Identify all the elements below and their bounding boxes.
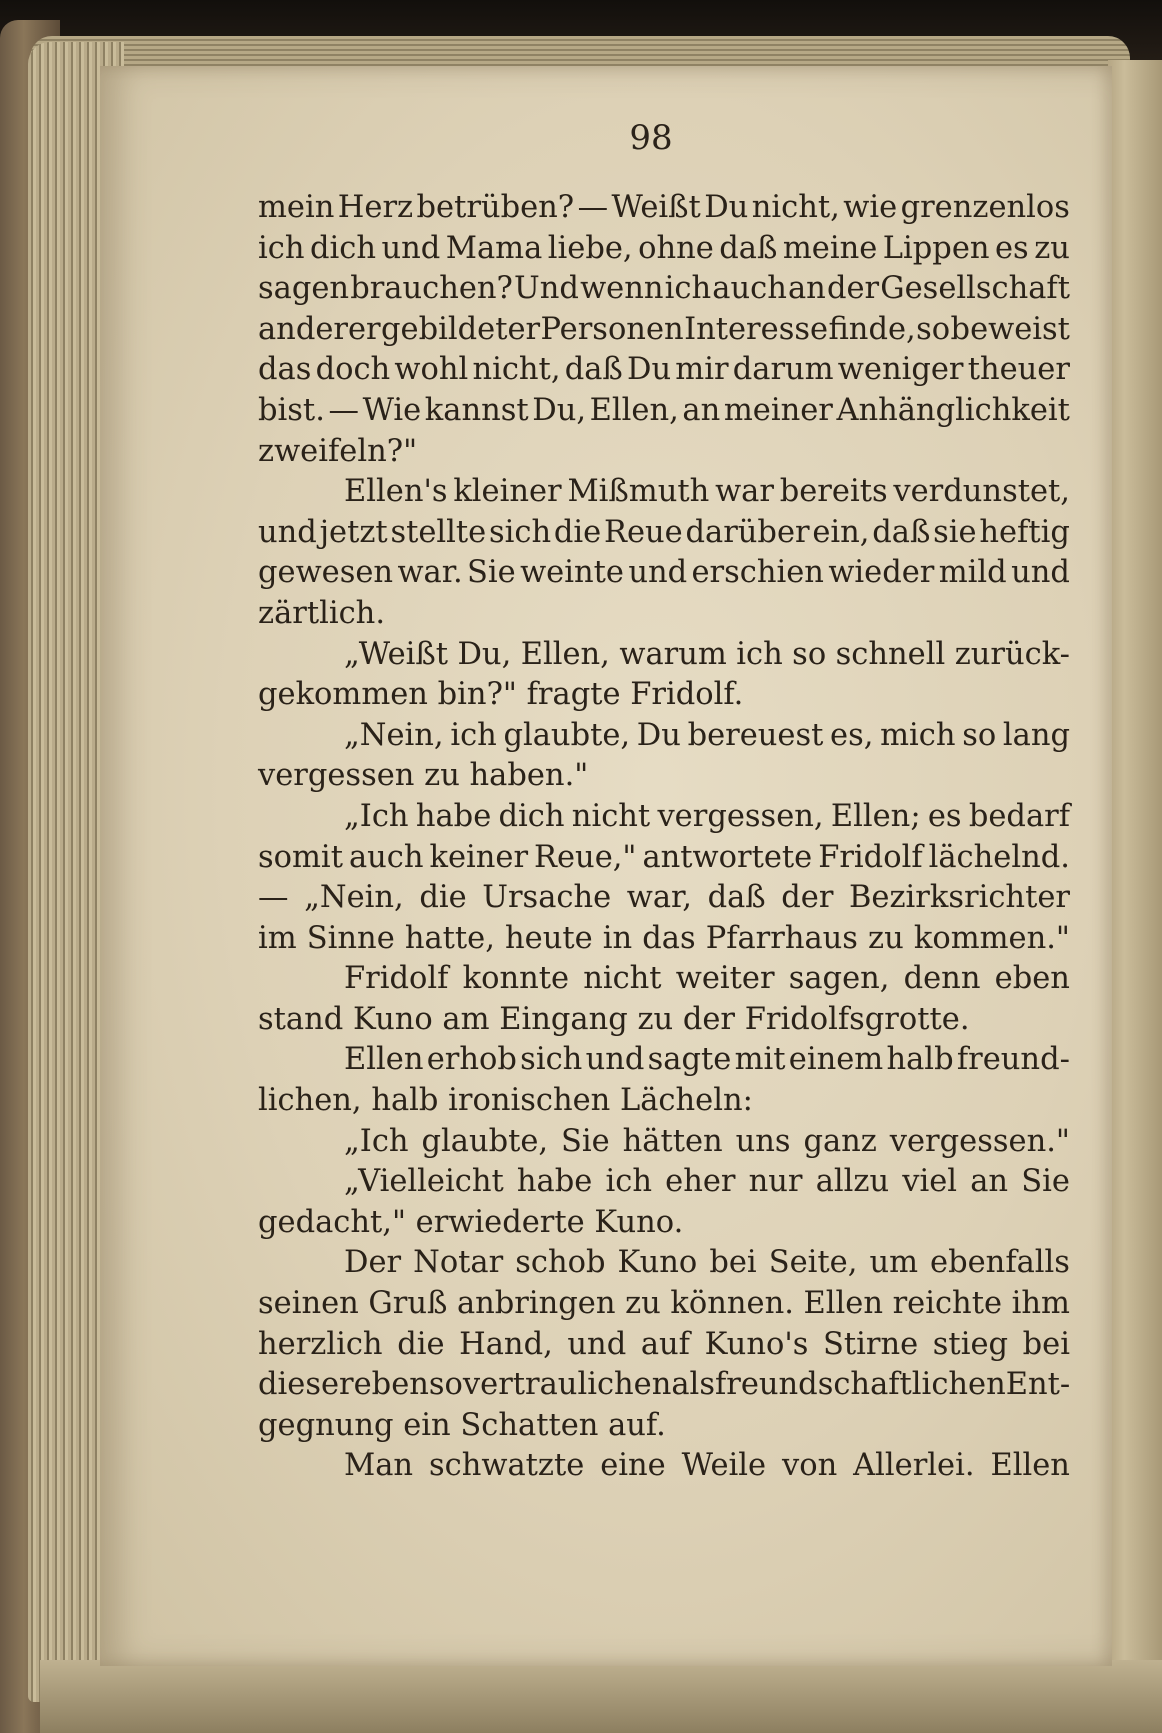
word: kommen." (913, 920, 1070, 956)
word: denn (903, 961, 981, 997)
word: freundschaftlichen (714, 1367, 1006, 1403)
word: nicht (583, 961, 662, 997)
word: Stirne (822, 1326, 919, 1362)
word: Sie (467, 555, 516, 591)
word: habe (516, 1164, 593, 1200)
word: Reue," (534, 839, 637, 875)
word: nicht, (472, 352, 561, 388)
word: ich (664, 271, 712, 307)
word: Allerlei. (853, 1448, 975, 1484)
word: Weißt (611, 190, 701, 225)
word: heute (505, 920, 593, 956)
word: Fridolf (818, 839, 923, 875)
word: gedacht," erwiederte Kuno. (258, 1204, 684, 1240)
word: und (585, 1042, 645, 1078)
word: daß (872, 514, 931, 550)
next-page-edge (1108, 60, 1162, 1733)
word: erschien (691, 555, 824, 591)
word: vergessen, (657, 798, 824, 834)
text-line (258, 919, 1070, 960)
word: und (628, 555, 688, 591)
word: Und (514, 271, 579, 307)
word: „Nein, (304, 880, 404, 916)
text-line (258, 310, 1070, 351)
word: doch (315, 352, 391, 388)
word: hätten (622, 1123, 723, 1159)
word: und (1011, 555, 1070, 591)
word: so (962, 717, 997, 753)
word: stand Kuno am Eingang zu der Fridolfsgrotte. (258, 1001, 970, 1037)
word: zu (868, 920, 904, 956)
word: Sie (561, 1123, 610, 1159)
word: herzlich (258, 1326, 383, 1362)
word: vergessen zu haben." (258, 758, 589, 794)
text-line (258, 391, 1070, 432)
word: daß (719, 230, 778, 266)
text-line (258, 797, 1070, 838)
word: ich (450, 717, 497, 753)
word: die (419, 880, 467, 916)
word: theuer (967, 352, 1070, 388)
text-line (258, 269, 1070, 310)
word: Kuno's (704, 1326, 809, 1362)
word: Sie (1021, 1164, 1070, 1200)
word: Ellen, (589, 392, 679, 428)
word: wohl (394, 352, 469, 388)
word: Ellen, (520, 636, 610, 672)
word: bist. (258, 392, 325, 428)
word: es (995, 230, 1029, 266)
word: Interesse (684, 311, 829, 347)
word: an (970, 1164, 1009, 1200)
word: sagen, (788, 961, 890, 997)
word: Ellen (344, 1042, 424, 1078)
word: gebildeter (381, 311, 541, 347)
word: eher (665, 1164, 736, 1200)
word: können. (670, 1286, 794, 1322)
word: eben (994, 961, 1070, 997)
word: weinte (520, 555, 624, 591)
text-line (258, 513, 1070, 554)
text-line (258, 756, 1070, 797)
word: seinen (258, 1286, 359, 1322)
word: wieder (828, 555, 935, 591)
word: Ursache (482, 880, 612, 916)
word: Gruß (368, 1286, 448, 1322)
word: so (916, 311, 951, 347)
word: von (781, 1448, 838, 1484)
text-line (258, 716, 1070, 757)
word: liebe, (547, 230, 633, 266)
word: viel (902, 1164, 958, 1200)
word: es (927, 798, 962, 834)
word: uns (735, 1123, 791, 1159)
text-line (258, 1040, 1070, 1081)
word: mein (258, 190, 335, 225)
word: kleiner (453, 474, 562, 510)
word: „Ich (344, 1123, 409, 1159)
word: zu (1034, 230, 1070, 266)
text-line (258, 594, 1070, 635)
word: darum (732, 352, 834, 388)
word: eine (600, 1448, 666, 1484)
word: an (787, 271, 826, 307)
text-line (258, 229, 1070, 270)
word: und (567, 1326, 627, 1362)
word: Notar (413, 1245, 504, 1281)
word: — (577, 190, 609, 225)
word: stieg (932, 1326, 1009, 1362)
word: das (258, 352, 312, 388)
text-line (258, 1406, 1070, 1447)
word: ohne (638, 230, 714, 266)
word: lichen, halb ironischen Lächeln: (258, 1083, 753, 1119)
word: anbringen (456, 1286, 616, 1322)
word: Du, (457, 636, 512, 672)
text-line (258, 1203, 1070, 1244)
word: Weile (681, 1448, 767, 1484)
word: ebenfalls (930, 1245, 1070, 1281)
word: „Ich (344, 798, 409, 834)
word: war (715, 474, 774, 510)
text-line (258, 838, 1070, 879)
word: ganz (803, 1123, 877, 1159)
word: als (671, 1367, 715, 1403)
word: in (602, 920, 633, 956)
word: zu (625, 1286, 661, 1322)
word: mich (880, 717, 956, 753)
text-line (258, 188, 1070, 229)
word: gegnung ein Schatten auf. (258, 1407, 666, 1443)
word: „Nein, (344, 717, 444, 753)
text-line (258, 1446, 1070, 1487)
word: Herz (337, 190, 414, 225)
word: antwortete (642, 839, 813, 875)
word: Du, (532, 392, 587, 428)
body-text (258, 188, 1070, 1487)
word: daß (707, 880, 766, 916)
word: mit (734, 1042, 786, 1078)
word: die (553, 514, 602, 550)
text-line (258, 878, 1070, 919)
word: war. (397, 555, 463, 591)
word: wenn (580, 271, 664, 307)
word: sagen (258, 271, 350, 307)
word: Sinne (306, 920, 395, 956)
word: Mißmuth (567, 474, 710, 510)
word: betrüben? (416, 190, 575, 225)
word: brauchen? (350, 271, 513, 307)
word: der (826, 271, 880, 307)
word: erhob (426, 1042, 517, 1078)
word: so (792, 636, 827, 672)
word: war, (626, 880, 692, 916)
word: halb (886, 1042, 954, 1078)
word: Ent- (1005, 1367, 1071, 1403)
word: ich (605, 1164, 652, 1200)
word: auch (348, 839, 424, 875)
word: bei (1022, 1326, 1070, 1362)
word: schob (515, 1245, 606, 1281)
word: und (258, 514, 317, 550)
word: Lippen (882, 230, 990, 266)
word: ein, (812, 514, 870, 550)
word: bei (709, 1245, 757, 1281)
word: anderer (258, 311, 381, 347)
word: verdunstet, (893, 474, 1070, 510)
word: und (381, 230, 441, 266)
word: hatte, (404, 920, 495, 956)
word: im (258, 920, 297, 956)
word: Fridolf (344, 961, 449, 997)
word: — (258, 880, 289, 916)
word: „Weißt (344, 636, 449, 672)
text-line (258, 1000, 1070, 1041)
word: auch (712, 271, 787, 307)
word: konnte (462, 961, 570, 997)
word: lächelnd. (928, 839, 1070, 875)
word: nur (748, 1164, 803, 1200)
word: ihm (1011, 1286, 1070, 1322)
word: das (642, 920, 696, 956)
word: Seite, (768, 1245, 858, 1281)
text-line (258, 675, 1070, 716)
word: auf (640, 1326, 690, 1362)
text-line (258, 1122, 1070, 1163)
word: gekommen bin?" fragte Fridolf. (258, 677, 744, 713)
word: Reue (604, 514, 683, 550)
word: der (781, 880, 834, 916)
word: zweifeln?" (258, 433, 418, 469)
word: Wie (362, 392, 422, 428)
word: Ellen (803, 1286, 883, 1322)
word: meiner (723, 392, 833, 428)
text-line (258, 959, 1070, 1000)
word: mild (938, 555, 1007, 591)
text-line (258, 1081, 1070, 1122)
word: sie (933, 514, 977, 550)
word: Hand, (459, 1326, 553, 1362)
word: Ellen (990, 1448, 1070, 1484)
word: sich (488, 514, 552, 550)
text-line (258, 553, 1070, 594)
word: bereuest (687, 717, 824, 753)
word: sagte (647, 1042, 732, 1078)
text-line (258, 472, 1070, 513)
text-line (258, 1365, 1070, 1406)
word: gewesen (258, 555, 394, 591)
word: ebenso (353, 1367, 463, 1403)
word: schwatzte (428, 1448, 585, 1484)
word: allzu (815, 1164, 890, 1200)
text-line (258, 432, 1070, 473)
word: die (397, 1326, 445, 1362)
page-stack-bottom-edge (40, 1660, 1162, 1733)
word: vertraulichen (462, 1367, 672, 1403)
word: Du (636, 717, 681, 753)
word: zärtlich. (258, 595, 386, 631)
word: Du (626, 352, 672, 388)
text-line (258, 1162, 1070, 1203)
word: Anhänglichkeit (836, 392, 1070, 428)
word: somit (258, 839, 343, 875)
word: ich (258, 230, 305, 266)
word: lang (1002, 717, 1070, 753)
page-number: 98 (629, 118, 673, 158)
word: jetzt (319, 514, 388, 550)
word: freund- (956, 1042, 1070, 1078)
word: dich (498, 798, 565, 834)
word: bereits (779, 474, 888, 510)
word: um (869, 1245, 919, 1281)
word: beweist (950, 311, 1070, 347)
word: kannst (424, 392, 529, 428)
word: bedarf (968, 798, 1070, 834)
word: dich (309, 230, 376, 266)
word: nicht (571, 798, 651, 834)
word: nicht, (751, 190, 840, 225)
word: vergessen." (889, 1123, 1070, 1159)
word: keiner (429, 839, 529, 875)
word: grenzenlos (900, 190, 1070, 225)
word: habe (415, 798, 492, 834)
word: einem (788, 1042, 884, 1078)
word: finde, (828, 311, 916, 347)
word: sich (520, 1042, 583, 1078)
word: dieser (258, 1367, 354, 1403)
word: zurück- (954, 636, 1070, 672)
text-line (258, 1284, 1070, 1325)
word: Ellen; (830, 798, 921, 834)
word: weniger (837, 352, 964, 388)
word: Man (344, 1448, 414, 1484)
word: meine (782, 230, 878, 266)
word: an (682, 392, 721, 428)
word: Kuno (617, 1245, 698, 1281)
text-line (258, 350, 1070, 391)
word: mir (675, 352, 729, 388)
word: schnell (835, 636, 946, 672)
word: Der (344, 1245, 402, 1281)
text-line (258, 1243, 1070, 1284)
word: stellte (390, 514, 487, 550)
word: Pfarrhaus (705, 920, 858, 956)
text-line (258, 635, 1070, 676)
word: daß (564, 352, 623, 388)
word: darüber (685, 514, 810, 550)
word: Personen (540, 311, 684, 347)
word: heftig (979, 514, 1070, 550)
word: weiter (675, 961, 775, 997)
text-line (258, 1325, 1070, 1366)
word: Ellen's (344, 474, 448, 510)
word: Gesellschaft (880, 271, 1070, 307)
word: Bezirksrichter (849, 880, 1070, 916)
word: wie (843, 190, 898, 225)
word: ich (736, 636, 783, 672)
word: glaubte, (421, 1123, 549, 1159)
word: warum (619, 636, 727, 672)
word: „Vielleicht (344, 1164, 504, 1200)
word: es, (830, 717, 874, 753)
word: glaubte, (503, 717, 631, 753)
word: — (328, 392, 359, 428)
word: reichte (892, 1286, 1003, 1322)
word: Du (704, 190, 749, 225)
word: Mama (445, 230, 543, 266)
